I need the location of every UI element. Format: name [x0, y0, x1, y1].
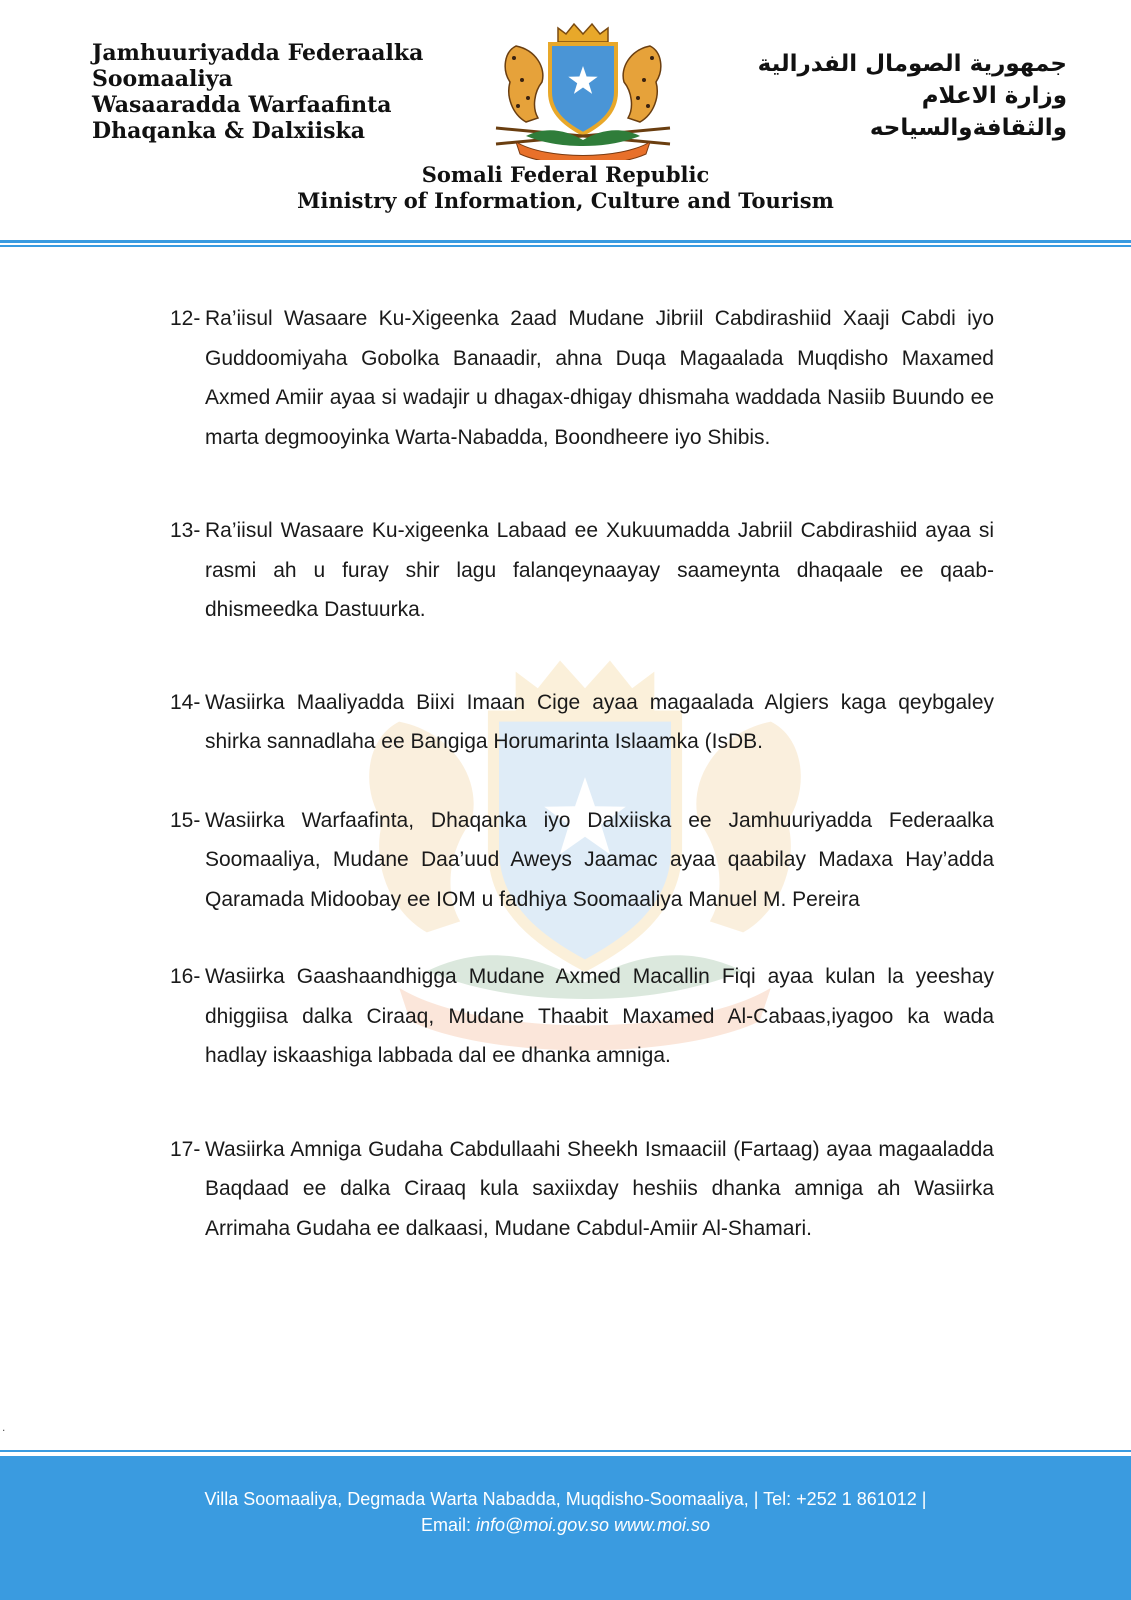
- header-somali-title: [92, 40, 472, 144]
- footer-contact: [0, 1512, 1131, 1538]
- header-left-line: Jamhuuriyadda Federaalka: [92, 40, 424, 66]
- item-text: Wasiirka Amniga Gudaha Cabdullaahi Sheekh Ismaaciil (Fartaag) ayaa magaaladda Baqdaad ee dalka Ciraaq kula saxiixday heshiis dhanka amniga ah Wasiirka Arrimaha Gudaha ee dalkaasi, Mudane Cabdul-Amiir Al-Shamari.: [205, 1137, 994, 1240]
- news-items-list: [170, 299, 994, 1248]
- header-divider-line: [0, 240, 1131, 243]
- item-number: 17-: [170, 1137, 201, 1161]
- header-english-title: [0, 162, 1131, 214]
- item-text: Wasiirka Maaliyadda Biixi Imaan Cige ayaa magaalada Algiers kaga qeybgaley shirka sannadlaha ee Bangiga Horumarinta Islaamka (IsDB.: [205, 690, 994, 753]
- item-text: Wasiirka Gaashaandhigga Mudane Axmed Macallin Fiqi ayaa kulan la yeeshay dhiggiisa dalka Ciraaq, Mudane Thaabit Maxamed Al-Cabaas,iyagoo ka wada hadlay iskaashiga labbada dal ee dhanka amniga.: [205, 965, 994, 1067]
- item-number: 13-: [170, 519, 201, 542]
- list-item: [170, 801, 994, 920]
- list-item: [170, 511, 994, 630]
- website-link[interactable]: www.moi.so: [614, 1515, 711, 1535]
- email-link[interactable]: info@moi.gov.so: [475, 1515, 609, 1535]
- list-item: [170, 957, 994, 1076]
- item-text: Wasiirka Warfaafinta, Dhaqanka iyo Dalxiiska ee Jamhuuriyadda Federaalka Soomaaliya, Mudane Daa’uud Aweys Jaamac ayaa qaabilay Madaxa Hay’adda Qaramada Midoobay ee IOM u fadhiya Soomaaliya Manuel M. Pereira: [205, 808, 994, 911]
- header-left-line: Soomaaliya: [92, 66, 233, 92]
- list-item: [170, 1130, 994, 1249]
- list-item: [170, 299, 994, 457]
- coat-of-arms-icon: [486, 22, 680, 160]
- header-center-line: Somali Federal Republic: [421, 162, 710, 187]
- header-right-line: والثقافةوالسياحه: [869, 115, 1067, 141]
- footer-divider: [0, 1450, 1131, 1452]
- stray-mark: .: [2, 1420, 6, 1434]
- header-left-line: Wasaaradda Warfaafinta: [92, 92, 392, 118]
- footer: [0, 1456, 1131, 1600]
- header-center-line: Ministry of Information, Culture and Tourism: [297, 188, 834, 213]
- item-number: 15-: [170, 808, 201, 832]
- header-right-line: جمهورية الصومال الفدرالية: [757, 51, 1067, 77]
- header-right-line: وزارة الاعلام: [921, 83, 1067, 109]
- item-number: 16-: [170, 965, 201, 988]
- header-left-line: Dhaqanka & Dalxiiska: [92, 118, 366, 144]
- email-label: Email:: [420, 1515, 471, 1535]
- header-divider: [0, 240, 1131, 247]
- item-number: 14-: [170, 690, 201, 714]
- item-number: 12-: [170, 307, 201, 330]
- list-item: [170, 683, 994, 762]
- header-arabic-title: [707, 48, 1067, 144]
- header-divider-line: [0, 245, 1131, 247]
- item-text: Ra’iisul Wasaare Ku-xigeenka Labaad ee Xukuumadda Jabriil Cabdirashiid ayaa si rasmi ah u furay shir lagu falanqeynaayay saameynta dhaqaale ee qaab-dhismeedka Dastuurka.: [205, 519, 994, 621]
- item-text: Ra’iisul Wasaare Ku-Xigeenka 2aad Mudane Jibriil Cabdirashiid Xaaji Cabdi iyo Guddoomiyaha Gobolka Banaadir, ahna Duqa Magaalada Muqdisho Maxamed Axmed Amiir ayaa si wadajir u dhagax-dhigay dhismaha waddada Nasiib Buundo ee marta degmooyinka Warta-Nabadda, Boondheere iyo Shibis.: [205, 307, 994, 449]
- footer-address: Villa Soomaaliya, Degmada Warta Nabadda, Muqdisho-Soomaaliya, | Tel: +252 1 861012 |: [204, 1489, 927, 1509]
